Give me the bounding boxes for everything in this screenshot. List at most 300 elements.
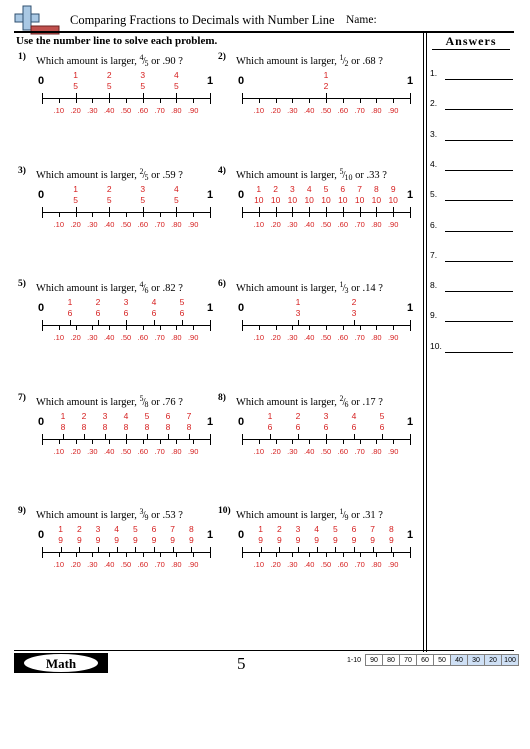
end-tick xyxy=(210,320,211,331)
tick-numerator: 6 xyxy=(165,410,171,421)
tick-numerator: 1 xyxy=(267,410,273,421)
question-fraction xyxy=(139,166,149,182)
end-tick xyxy=(242,207,243,218)
tick-denominator: 10 xyxy=(304,194,314,205)
problem-question xyxy=(36,282,183,294)
fraction-tick xyxy=(373,547,374,552)
decimal-label: .50 xyxy=(120,219,132,229)
fraction-tick xyxy=(298,434,299,439)
answer-number: 7. xyxy=(430,249,438,260)
fraction-numerator: 5 xyxy=(139,393,144,403)
answer-line xyxy=(445,109,513,110)
answer-line xyxy=(445,321,513,322)
fraction-tick xyxy=(135,547,136,552)
tick-numerator: 6 xyxy=(351,524,357,534)
tick-numerator: 8 xyxy=(374,183,379,194)
fraction-tick xyxy=(335,547,336,552)
tick-numerator: 5 xyxy=(323,183,329,194)
fraction-slash: / xyxy=(142,395,146,408)
decimal-tick xyxy=(393,439,394,444)
question-suffix: ? xyxy=(375,283,383,294)
decimal-label: .70 xyxy=(154,333,165,342)
tick-numerator: 2 xyxy=(351,297,357,307)
tick-denominator: 5 xyxy=(174,81,179,91)
fraction-tick xyxy=(309,207,310,212)
tick-denominator: 9 xyxy=(295,535,301,545)
tick-numerator: 1 xyxy=(73,70,78,80)
decimal-tick xyxy=(193,552,194,557)
decimal-tick xyxy=(160,98,161,103)
decimal-label: .40 xyxy=(303,446,315,456)
tick-denominator: 5 xyxy=(106,194,112,205)
decimal-tick xyxy=(143,439,144,444)
decimal-label: .80 xyxy=(371,219,382,229)
problem-number: 1) xyxy=(18,52,26,62)
decimal-tick xyxy=(92,212,93,217)
question-decimal: .90 xyxy=(162,56,176,67)
tick-numerator: 4 xyxy=(351,410,357,421)
tick-denominator: 8 xyxy=(60,421,66,432)
decimal-label: .40 xyxy=(103,333,115,342)
tick-numerator: 7 xyxy=(357,183,362,194)
problem-question xyxy=(236,393,383,409)
decimal-label: .30 xyxy=(287,106,298,115)
problem-question xyxy=(236,55,383,67)
question-middle: or xyxy=(148,56,163,67)
decimal-tick xyxy=(309,98,310,103)
decimal-tick xyxy=(292,439,293,444)
fraction-tick xyxy=(126,434,127,439)
fraction-tick xyxy=(391,547,392,552)
question-prefix: Which amount is larger, xyxy=(36,283,140,294)
decimal-label: .20 xyxy=(270,333,281,342)
decimal-tick xyxy=(292,212,293,217)
answer-number: 10. xyxy=(430,340,442,351)
decimal-tick xyxy=(393,98,394,103)
question-fraction xyxy=(339,282,348,294)
question-decimal: .68 xyxy=(362,56,376,67)
fraction-tick xyxy=(61,547,62,552)
end-tick xyxy=(410,93,411,104)
number-line-end-label: 1 xyxy=(207,302,214,314)
number-line-start-label: 0 xyxy=(238,302,245,314)
tick-denominator: 5 xyxy=(106,81,112,91)
answer-number: 1. xyxy=(430,68,438,78)
decimal-tick xyxy=(193,98,194,103)
decimal-label: .70 xyxy=(154,560,165,569)
fraction-denominator: 3 xyxy=(344,286,349,295)
tick-denominator: 5 xyxy=(140,194,146,205)
problem-question xyxy=(36,55,183,67)
number-line-start-label: 0 xyxy=(238,75,245,87)
decimal-tick xyxy=(309,212,310,217)
tick-numerator: 1 xyxy=(60,410,66,421)
fraction-slash: / xyxy=(342,395,346,408)
tick-numerator: 3 xyxy=(140,70,146,80)
decimal-tick xyxy=(76,98,77,103)
decimal-label: .50 xyxy=(120,446,132,456)
question-middle: or xyxy=(148,510,163,521)
tick-numerator: 6 xyxy=(151,524,157,534)
fraction-slash: / xyxy=(142,168,146,181)
decimal-tick xyxy=(109,552,110,557)
fraction-tick xyxy=(326,93,327,98)
tick-numerator: 2 xyxy=(76,524,82,534)
fraction-tick xyxy=(326,434,327,439)
decimal-label: .10 xyxy=(253,106,265,115)
fraction-numerator: 5 xyxy=(339,166,344,176)
question-suffix: ? xyxy=(375,396,383,408)
decimal-label: .40 xyxy=(103,106,115,115)
decimal-label: .20 xyxy=(70,219,81,229)
tick-numerator: 3 xyxy=(102,410,108,421)
decimal-label: .70 xyxy=(154,106,165,115)
answer-line xyxy=(445,231,513,232)
question-middle: or xyxy=(352,169,367,181)
decimal-tick xyxy=(259,98,260,103)
decimal-label: .10 xyxy=(53,219,65,229)
decimal-label: .80 xyxy=(371,333,382,342)
score-cell: 100 xyxy=(502,655,519,666)
question-fraction xyxy=(339,166,353,182)
answer-line xyxy=(445,261,513,262)
decimal-tick xyxy=(92,439,93,444)
decimal-label: .40 xyxy=(303,219,315,229)
decimal-label: .70 xyxy=(354,333,365,342)
tick-denominator: 8 xyxy=(144,421,150,432)
decimal-label: .50 xyxy=(120,333,132,342)
decimal-tick xyxy=(326,98,327,103)
end-tick xyxy=(410,547,411,558)
end-tick xyxy=(410,207,411,218)
tick-numerator: 2 xyxy=(95,297,101,307)
decimal-tick xyxy=(176,98,177,103)
tick-denominator: 9 xyxy=(388,535,394,545)
question-prefix: Which amount is larger, xyxy=(236,283,340,294)
decimal-tick xyxy=(126,552,127,557)
fraction-tick xyxy=(176,93,177,98)
tick-denominator: 5 xyxy=(73,194,78,205)
decimal-label: .40 xyxy=(103,219,115,229)
fraction-denominator: 9 xyxy=(144,513,149,522)
fraction-tick xyxy=(298,320,299,325)
decimal-tick xyxy=(276,552,277,557)
tick-denominator: 9 xyxy=(332,535,338,545)
answer-line xyxy=(445,79,513,80)
decimal-label: .10 xyxy=(253,446,265,456)
fraction-tick xyxy=(176,207,177,212)
tick-denominator: 6 xyxy=(295,421,301,432)
decimal-label: .30 xyxy=(87,106,98,115)
fraction-tick xyxy=(326,207,327,212)
decimal-label: .50 xyxy=(320,106,332,115)
problem-number: 2) xyxy=(218,52,226,62)
tick-denominator: 9 xyxy=(95,535,101,545)
fraction-tick xyxy=(98,320,99,325)
answer-line xyxy=(445,352,513,353)
tick-numerator: 4 xyxy=(174,70,179,80)
question-fraction xyxy=(139,509,148,521)
fraction-tick xyxy=(317,547,318,552)
tick-denominator: 10 xyxy=(371,194,382,205)
question-suffix: ? xyxy=(175,169,183,181)
answer-number: 8. xyxy=(430,280,438,291)
number-line-end-label: 1 xyxy=(207,415,214,428)
decimal-tick xyxy=(92,98,93,103)
decimal-tick xyxy=(126,439,127,444)
fraction-tick xyxy=(168,434,169,439)
decimal-label: .70 xyxy=(154,446,165,456)
decimal-label: .40 xyxy=(103,446,115,456)
number-line-end-label: 1 xyxy=(407,75,414,87)
tick-numerator: 2 xyxy=(106,70,112,80)
title-rule xyxy=(14,31,514,33)
decimal-label: .90 xyxy=(187,106,199,115)
fraction-slash: / xyxy=(342,282,346,294)
decimal-label: .60 xyxy=(337,333,349,342)
tick-numerator: 5 xyxy=(379,410,385,421)
tick-denominator: 6 xyxy=(379,421,385,432)
problem-number: 4) xyxy=(218,165,226,176)
decimal-tick xyxy=(160,552,161,557)
number-line-end-label: 1 xyxy=(407,415,414,428)
fraction-denominator: 2 xyxy=(344,59,349,68)
score-range-label: 1-10 xyxy=(347,656,362,664)
tick-denominator: 10 xyxy=(321,194,331,205)
fraction-tick xyxy=(63,434,64,439)
decimal-label: .50 xyxy=(320,560,332,569)
end-tick xyxy=(242,434,243,445)
decimal-label: .70 xyxy=(354,560,365,569)
fraction-tick xyxy=(354,547,355,552)
decimal-label: .30 xyxy=(287,560,298,569)
decimal-tick xyxy=(343,325,344,330)
tick-denominator: 9 xyxy=(276,535,282,545)
score-cell: 50 xyxy=(434,655,451,666)
decimal-label: .10 xyxy=(53,106,65,115)
fraction-tick xyxy=(173,547,174,552)
question-suffix: ? xyxy=(175,396,183,408)
fraction-slash: / xyxy=(142,509,146,521)
question-suffix: ? xyxy=(379,169,387,181)
fraction-tick xyxy=(182,320,183,325)
question-decimal: .14 xyxy=(362,283,376,294)
decimal-tick xyxy=(376,439,377,444)
decimal-tick xyxy=(176,212,177,217)
question-middle: or xyxy=(348,283,363,294)
end-tick xyxy=(210,434,211,445)
tick-denominator: 6 xyxy=(95,308,101,318)
question-suffix: ? xyxy=(175,56,183,67)
decimal-label: .20 xyxy=(270,560,281,569)
decimal-tick xyxy=(360,325,361,330)
question-prefix: Which amount is larger, xyxy=(236,510,340,521)
decimal-tick xyxy=(259,439,260,444)
decimal-tick xyxy=(59,212,60,217)
fraction-tick xyxy=(154,547,155,552)
decimal-tick xyxy=(193,325,194,330)
decimal-label: .20 xyxy=(70,106,81,115)
fraction-tick xyxy=(376,207,377,212)
decimal-label: .10 xyxy=(253,333,265,342)
decimal-tick xyxy=(376,325,377,330)
decimal-tick xyxy=(326,325,327,330)
question-prefix: Which amount is larger, xyxy=(36,169,140,181)
decimal-tick xyxy=(259,552,260,557)
question-suffix: ? xyxy=(375,510,383,521)
decimal-tick xyxy=(360,212,361,217)
decimal-tick xyxy=(126,212,127,217)
problem-question xyxy=(236,282,383,294)
question-prefix: Which amount is larger, xyxy=(36,510,140,521)
decimal-label: .10 xyxy=(253,219,265,229)
page-number: 5 xyxy=(237,654,246,673)
decimal-tick xyxy=(143,552,144,557)
decimal-tick xyxy=(326,552,327,557)
end-tick xyxy=(210,207,211,218)
question-decimal: .76 xyxy=(162,396,176,408)
decimal-label: .40 xyxy=(103,560,115,569)
tick-denominator: 8 xyxy=(186,421,192,432)
problem-number: 5) xyxy=(18,279,26,289)
number-line-start-label: 0 xyxy=(238,188,245,201)
decimal-tick xyxy=(360,98,361,103)
answer-number: 2. xyxy=(430,98,438,109)
decimal-label: .50 xyxy=(320,333,332,342)
problem-question xyxy=(36,166,183,182)
question-decimal: .59 xyxy=(162,169,176,181)
fraction-slash: / xyxy=(142,55,146,67)
end-tick xyxy=(42,320,43,331)
decimal-label: .80 xyxy=(171,446,182,456)
problem-question xyxy=(36,509,183,521)
decimal-label: .70 xyxy=(354,219,365,229)
question-decimal: .17 xyxy=(362,396,376,408)
decimal-tick xyxy=(292,552,293,557)
tick-numerator: 3 xyxy=(140,183,146,194)
fraction-denominator: 8 xyxy=(144,399,149,409)
fraction-tick xyxy=(76,93,77,98)
fraction-tick xyxy=(261,547,262,552)
fraction-numerator: 3 xyxy=(139,507,144,516)
tick-numerator: 4 xyxy=(306,183,312,194)
answers-title: Answers xyxy=(445,34,497,48)
fraction-numerator: 4 xyxy=(139,53,144,62)
decimal-label: .70 xyxy=(354,106,365,115)
decimal-tick xyxy=(292,98,293,103)
name-label: Name: xyxy=(346,14,377,26)
score-cell: 90 xyxy=(366,655,383,666)
page-title: Comparing Fractions to Decimals with Number Line xyxy=(70,13,335,27)
decimal-label: .10 xyxy=(253,560,265,569)
decimal-label: .50 xyxy=(120,106,132,115)
decimal-tick xyxy=(309,552,310,557)
decimal-tick xyxy=(276,98,277,103)
decimal-tick xyxy=(276,212,277,217)
decimal-label: .60 xyxy=(137,219,149,229)
decimal-label: .80 xyxy=(171,219,182,229)
number-line-start-label: 0 xyxy=(238,415,245,428)
decimal-label: .30 xyxy=(287,333,298,342)
decimal-tick xyxy=(326,439,327,444)
decimal-label: .80 xyxy=(171,106,182,115)
decimal-tick xyxy=(160,325,161,330)
end-tick xyxy=(210,93,211,104)
question-decimal: .53 xyxy=(162,510,176,521)
decimal-label: .20 xyxy=(270,219,281,229)
tick-denominator: 3 xyxy=(351,308,357,318)
decimal-tick xyxy=(59,325,60,330)
question-decimal: .82 xyxy=(162,283,176,294)
tick-denominator: 10 xyxy=(354,194,365,205)
tick-denominator: 9 xyxy=(188,535,194,545)
decimal-tick xyxy=(109,325,110,330)
score-cell: 20 xyxy=(485,655,502,666)
decimal-tick xyxy=(143,212,144,217)
fraction-tick xyxy=(98,547,99,552)
fraction-tick xyxy=(147,434,148,439)
fraction-tick xyxy=(354,320,355,325)
decimal-tick xyxy=(292,325,293,330)
fraction-tick xyxy=(143,207,144,212)
tick-numerator: 3 xyxy=(290,183,295,194)
end-tick xyxy=(410,434,411,445)
decimal-label: .40 xyxy=(303,333,315,342)
tick-numerator: 2 xyxy=(295,410,301,421)
tick-denominator: 9 xyxy=(314,535,320,545)
decimal-label: .10 xyxy=(53,560,65,569)
column-divider xyxy=(423,32,424,652)
tick-numerator: 5 xyxy=(144,410,150,421)
tick-numerator: 6 xyxy=(340,183,346,194)
tick-denominator: 9 xyxy=(170,535,176,545)
fraction-tick xyxy=(343,207,344,212)
tick-denominator: 9 xyxy=(351,535,357,545)
fraction-slash: / xyxy=(342,168,346,181)
answer-line xyxy=(445,140,513,141)
decimal-tick xyxy=(309,439,310,444)
decimal-tick xyxy=(160,439,161,444)
tick-denominator: 10 xyxy=(287,194,298,205)
fraction-numerator: 1 xyxy=(339,280,344,289)
decimal-label: .40 xyxy=(303,560,315,569)
decimal-tick xyxy=(376,212,377,217)
question-prefix: Which amount is larger, xyxy=(36,56,140,67)
score-cell: 40 xyxy=(451,655,468,666)
tick-denominator: 3 xyxy=(295,308,301,318)
end-tick xyxy=(42,547,43,558)
fraction-tick xyxy=(354,434,355,439)
end-tick xyxy=(242,547,243,558)
decimal-tick xyxy=(193,212,194,217)
decimal-label: .30 xyxy=(287,219,298,229)
tick-denominator: 5 xyxy=(174,194,179,205)
tick-denominator: 8 xyxy=(165,421,171,432)
decimal-tick xyxy=(126,325,127,330)
question-prefix: Which amount is larger, xyxy=(236,396,340,408)
question-suffix: ? xyxy=(175,510,183,521)
tick-denominator: 10 xyxy=(388,194,398,205)
decimal-label: .60 xyxy=(137,106,149,115)
fraction-tick xyxy=(126,320,127,325)
fraction-tick xyxy=(84,434,85,439)
end-tick xyxy=(410,320,411,331)
question-middle: or xyxy=(348,56,363,67)
question-decimal: .31 xyxy=(362,510,376,521)
fraction-tick xyxy=(117,547,118,552)
number-line-start-label: 0 xyxy=(38,188,45,201)
decimal-label: .50 xyxy=(320,219,332,229)
